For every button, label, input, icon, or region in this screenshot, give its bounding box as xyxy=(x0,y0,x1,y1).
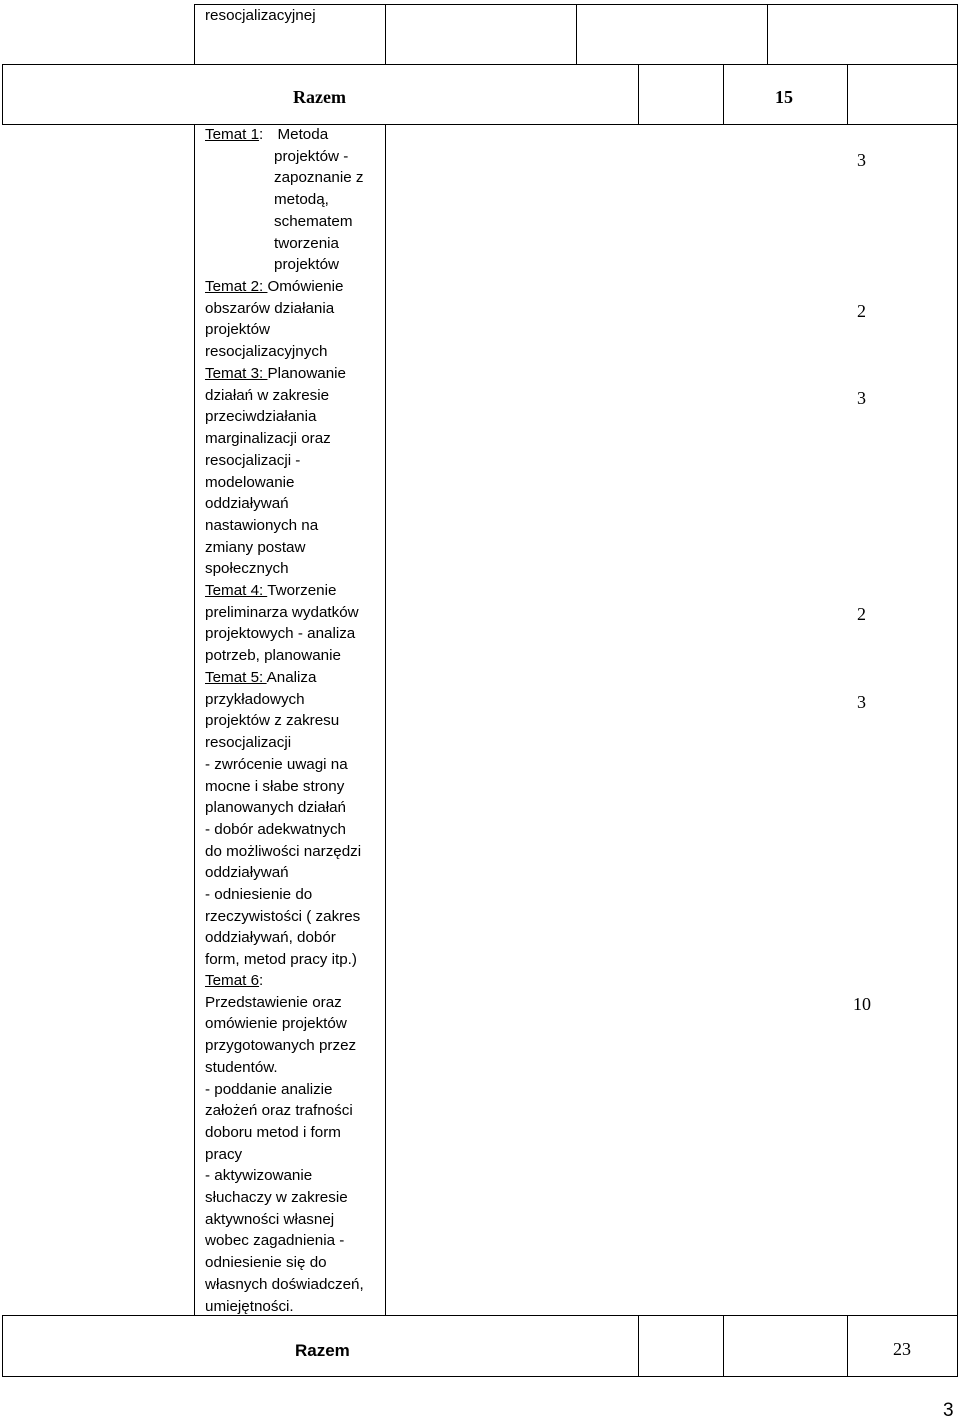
topic-6-text: Temat 6: Przedstawienie oraz omówienie projektów przygotowanych przez studentów. - poddanie analizie założeń oraz trafności doboru metod i form pracy - aktywizowanie słuchaczy w zakresie aktywności własnej wobec zagadnienia - odniesienie się do własnych doświadczeń, umiejętności. xyxy=(205,972,364,1315)
topic-5-hours: 3 xyxy=(857,692,866,712)
grid-line xyxy=(576,4,577,64)
sum-value: 15 xyxy=(775,87,793,107)
grid-line xyxy=(2,124,958,125)
topic-2-hours: 2 xyxy=(857,301,866,321)
grid-line xyxy=(638,1315,639,1376)
topic-5-text: Temat 5: Analiza przykładowych projektów z zakresu resocjalizacji - zwrócenie uwagi na mocne i słabe strony planowanych działań - dobór adekwatnych do możliwości narzędzi oddziaływań - odniesienie do rzeczywistości ( zakres oddziaływań, dobór form, metod pracy itp.) xyxy=(205,669,362,969)
grid-line xyxy=(723,1315,724,1376)
topic-3-label: Temat 3: xyxy=(205,365,268,382)
page-number: 3 xyxy=(943,1400,954,1421)
sum-label: Razem xyxy=(293,87,346,107)
grid-line xyxy=(847,64,848,124)
grid-line xyxy=(767,4,768,64)
topic-4-hours: 2 xyxy=(857,604,866,624)
topic-1-text: Temat 1: Metoda projektów - zapoznanie z metodą, schematem tworzenia projektów xyxy=(205,126,364,274)
topic-3-text: Temat 3: Planowanie działań w zakresie przeciwdziałania marginalizacji oraz resocjalizacji - modelowanie oddziaływań nastawionych na zmiany postaw społecznych xyxy=(205,365,346,578)
grid-line xyxy=(2,1315,958,1316)
topic-1-label: Temat 1 xyxy=(205,126,260,143)
grid-line xyxy=(638,64,639,124)
topic-2-text: Temat 2: Omówienie obszarów działania projektów resocjalizacyjnych xyxy=(205,278,344,361)
topic-1-hours: 3 xyxy=(857,150,866,170)
grid-line xyxy=(2,64,958,65)
grid-line xyxy=(194,4,195,64)
topic-2-label: Temat 2: xyxy=(205,278,268,295)
sum-value-2: 23 xyxy=(893,1339,911,1359)
topic-6-label: Temat 6 xyxy=(205,972,260,989)
top-row-text: resocjalizacyjnej xyxy=(205,7,316,24)
grid-line xyxy=(194,124,195,1315)
grid-line xyxy=(847,1315,848,1376)
topic-5-label: Temat 5: xyxy=(205,669,267,686)
topic-6-hours: 10 xyxy=(853,994,871,1014)
grid-line xyxy=(957,1315,958,1376)
grid-line xyxy=(723,64,724,124)
grid-line xyxy=(385,4,386,64)
sum-label-2: Razem xyxy=(295,1341,350,1360)
topic-3-hours: 3 xyxy=(857,388,866,408)
grid-line xyxy=(957,64,958,124)
grid-line xyxy=(2,1315,3,1376)
topic-4-label: Temat 4: xyxy=(205,582,268,599)
grid-line xyxy=(385,124,386,1315)
topic-4-text: Temat 4: Tworzenie preliminarza wydatków projektowych - analiza potrzeb, planowanie xyxy=(205,582,359,665)
grid-line xyxy=(957,124,958,1315)
grid-line xyxy=(2,1376,958,1377)
grid-line xyxy=(2,64,3,124)
grid-line xyxy=(957,4,958,64)
